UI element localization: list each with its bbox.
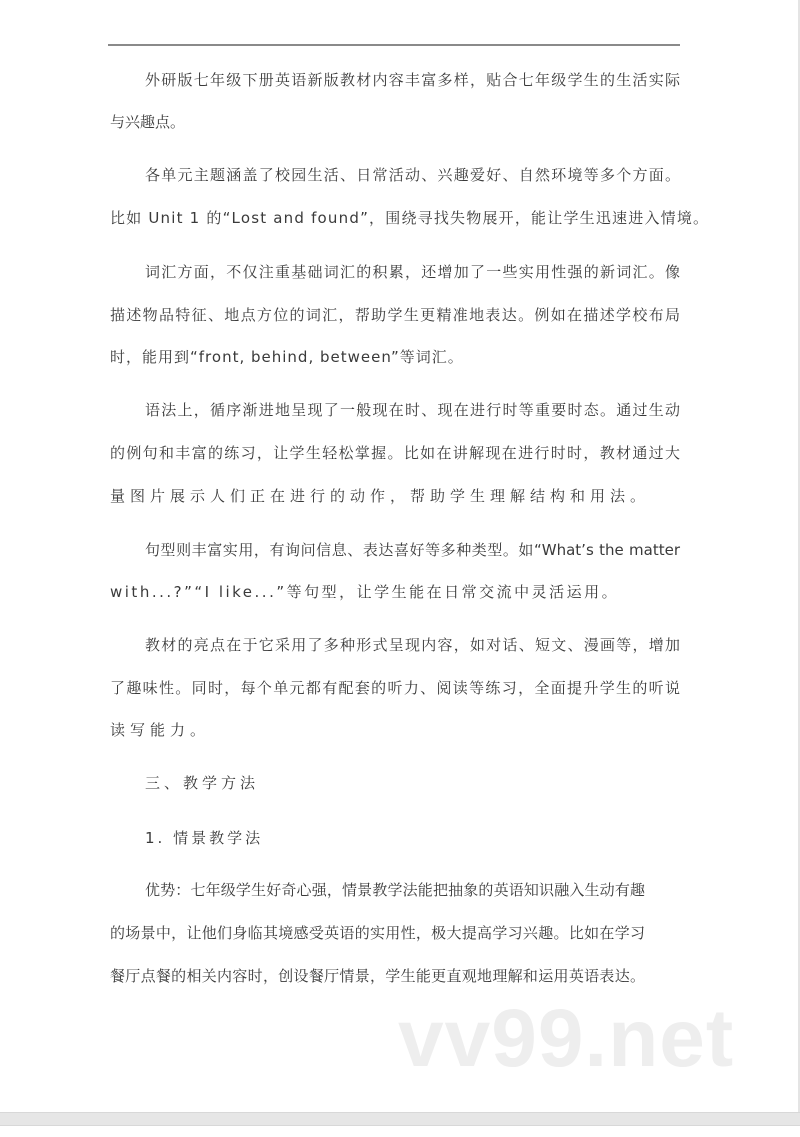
- text-line: 描述物品特征、地点方位的词汇，帮助学生更精准地表达。例如在描述学校布局: [110, 306, 680, 324]
- page-separator: [0, 1112, 800, 1126]
- text-line: 词汇方面，不仅注重基础词汇的积累，还增加了一些实用性强的新词汇。像: [145, 263, 680, 281]
- text-line: 语法上，循序渐进地呈现了一般现在时、现在进行时等重要时态。通过生动: [145, 401, 680, 419]
- subheading: 1. 情景教学法: [145, 829, 264, 847]
- text-line: with...?”“I like...”等句型，让学生能在日常交流中灵活运用。: [110, 583, 620, 601]
- section-heading: 三、教学方法: [145, 774, 260, 792]
- text-line: 优势：七年级学生好奇心强，情景教学法能把抽象的英语知识融入生动有趣: [145, 881, 645, 899]
- text-line: 各单元主题涵盖了校园生活、日常活动、兴趣爱好、自然环境等多个方面。: [145, 166, 680, 184]
- text-line: 量图片展示人们正在进行的动作，帮助学生理解结构和用法。: [110, 487, 651, 505]
- text-line: 了趣味性。同时，每个单元都有配套的听力、阅读等练习，全面提升学生的听说: [110, 679, 680, 697]
- text-line: 教材的亮点在于它采用了多种形式呈现内容，如对话、短文、漫画等，增加: [145, 636, 680, 654]
- text-line: 外研版七年级下册英语新版教材内容丰富多样，贴合七年级学生的生活实际: [145, 71, 680, 89]
- text-line: 时，能用到“front, behind, between”等词汇。: [110, 348, 464, 366]
- text-line: 读写能力。: [110, 721, 211, 739]
- text-line: 的场景中，让他们身临其境感受英语的实用性，极大提高学习兴趣。比如在学习: [110, 924, 645, 942]
- text-line: 比如 Unit 1 的“Lost and found”，围绕寻找失物展开，能让学生迅速进入情境。: [110, 209, 710, 227]
- text-line: 句型则丰富实用，有询问信息、表达喜好等多种类型。如“What’s the matter: [145, 541, 680, 559]
- text-line: 餐厅点餐的相关内容时，创设餐厅情景，学生能更直观地理解和运用英语表达。: [110, 967, 645, 985]
- text-line: 与兴趣点。: [110, 113, 186, 131]
- text-line: 的例句和丰富的练习，让学生轻松掌握。比如在讲解现在进行时时，教材通过大: [110, 444, 680, 462]
- header-rule: [108, 44, 680, 46]
- watermark: vv99.net: [398, 993, 735, 1084]
